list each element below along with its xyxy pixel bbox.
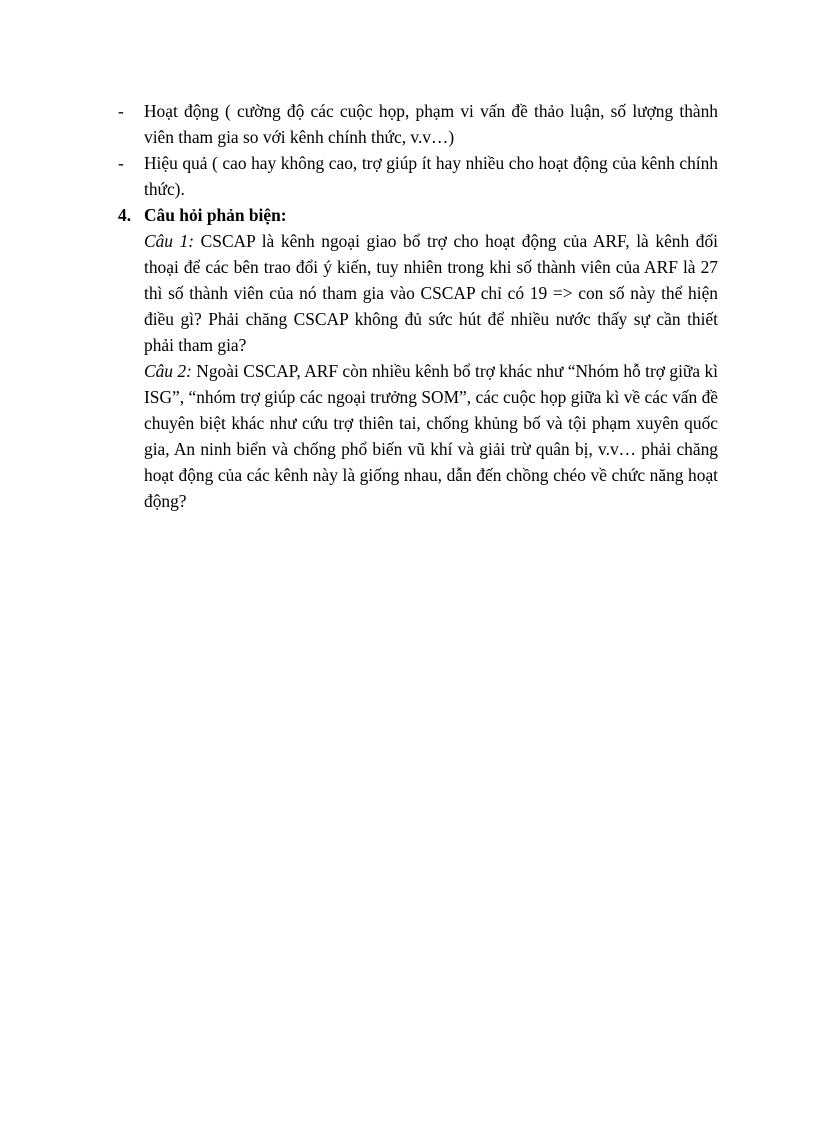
question-text: Ngoài CSCAP, ARF còn nhiều kênh bổ trợ khác như “Nhóm hỗ trợ giữa kì ISG”, “nhóm trợ giúp các ngoại trưởng SOM”, các cuộc họp giữa kì về các vấn đề chuyên biệt khác như cứu trợ thiên tai, chống khủng bố và tội phạm xuyên quốc gia, An ninh biển và chống phổ biến vũ khí và giải trừ quân bị, v.v… phải chăng hoạt động của các kênh này là giống nhau, dẫn đến chồng chéo về chức năng hoạt động? bbox=[144, 361, 718, 511]
question-label: Câu 1: bbox=[144, 231, 195, 251]
section-title: Câu hỏi phản biện: bbox=[144, 205, 287, 225]
section-number: 4. bbox=[118, 205, 132, 225]
bullet-text: Hiệu quả ( cao hay không cao, trợ giúp ít hay nhiều cho hoạt động của kênh chính thức). bbox=[144, 153, 718, 199]
bullet-text: Hoạt động ( cường độ các cuộc họp, phạm vi vấn đề thảo luận, số lượng thành viên tham gia so với kênh chính thức, v.v…) bbox=[144, 101, 718, 147]
bullet-dash: - bbox=[118, 101, 124, 121]
question-text: CSCAP là kênh ngoại giao bổ trợ cho hoạt động của ARF, là kênh đối thoại để các bên trao đổi ý kiến, tuy nhiên trong khi số thành viên của ARF là 27 thì số thành viên của nó tham gia vào CSCAP chỉ có 19 => con số này thể hiện điều gì? Phải chăng CSCAP không đủ sức hút để nhiều nước thấy sự cần thiết phải tham gia? bbox=[144, 231, 718, 355]
bullet-dash: - bbox=[118, 153, 124, 173]
bullet-item bbox=[118, 98, 718, 150]
section-heading bbox=[118, 202, 718, 228]
question-label: Câu 2: bbox=[144, 361, 192, 381]
document-body bbox=[118, 98, 718, 514]
bullet-item bbox=[118, 150, 718, 202]
question-paragraph bbox=[144, 228, 718, 358]
question-paragraph bbox=[144, 358, 718, 514]
